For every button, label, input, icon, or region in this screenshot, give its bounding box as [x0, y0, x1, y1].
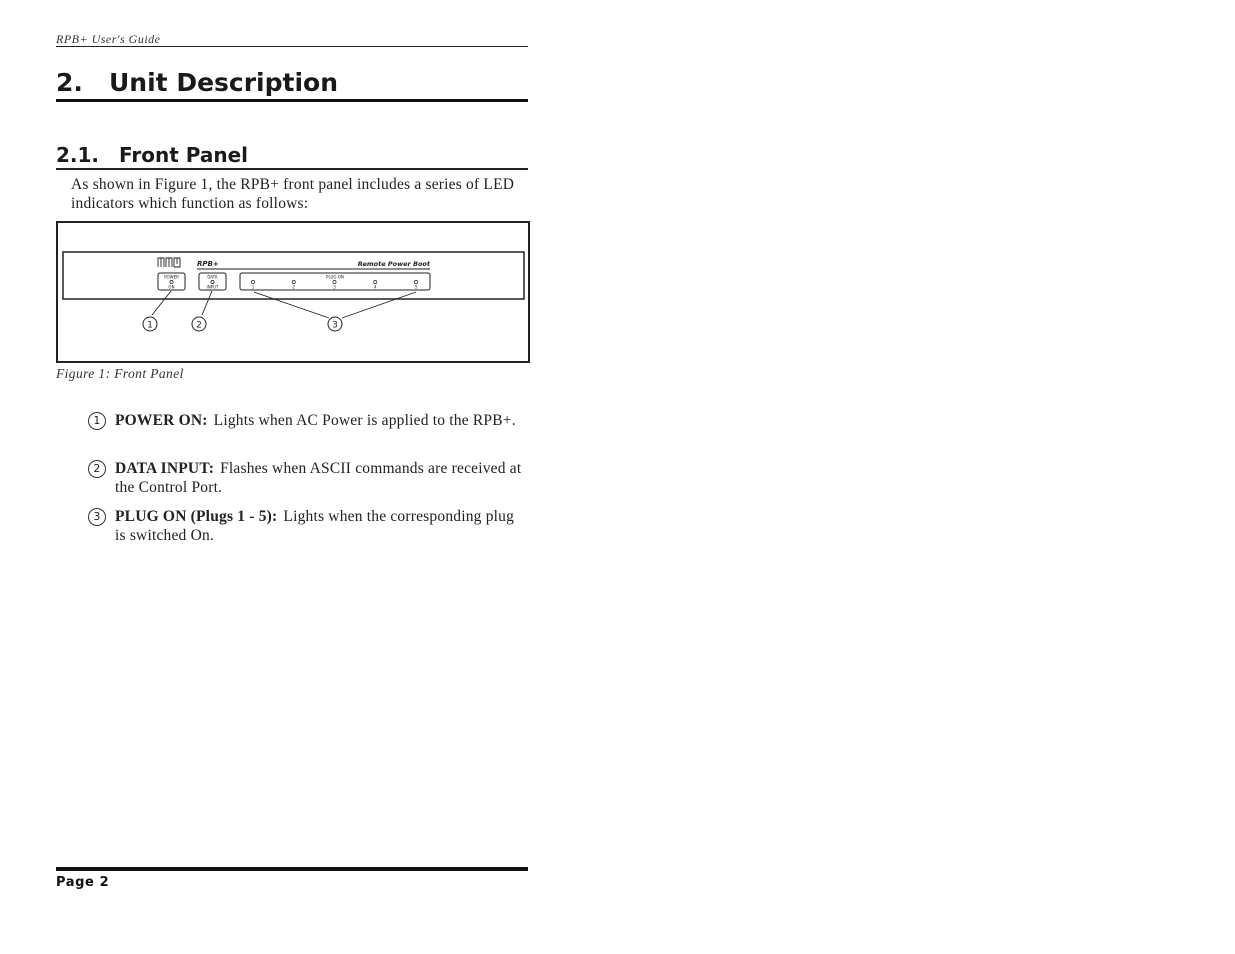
- power-label-2: ON: [168, 284, 175, 290]
- plug-number: 5: [414, 284, 418, 290]
- section-title: Front Panel: [119, 143, 249, 167]
- front-panel-figure: [56, 221, 530, 363]
- callout-leaders: [152, 291, 416, 318]
- brand-logo-icon: [158, 258, 180, 267]
- item-2-marker-icon: 2: [88, 460, 106, 478]
- plug-led-icon: [414, 280, 417, 283]
- plug-group-label: PLUG ON: [326, 274, 344, 280]
- power-led-icon: [170, 280, 173, 283]
- callout-3-icon: [328, 317, 342, 331]
- section-number: 2.1.: [56, 143, 100, 167]
- svg-text:2: 2: [196, 320, 202, 331]
- data-label-1: DATA: [207, 274, 218, 280]
- panel-name-text: Remote Power Boot: [357, 260, 430, 268]
- figure-caption: Figure 1: Front Panel: [56, 366, 184, 381]
- item-description: Flashes when ASCII commands are received at the Control Port.: [115, 460, 522, 496]
- panel-logo-text: RPB+: [197, 260, 219, 268]
- item-description: Lights when the corresponding plug is switched On.: [115, 508, 515, 544]
- data-label-2: INPUT: [206, 284, 219, 290]
- plug-led-icon: [374, 280, 377, 283]
- plug-number: 4: [373, 284, 377, 290]
- plug-number: 1: [251, 284, 255, 290]
- chapter-title: Unit Description: [109, 68, 339, 97]
- item-term: POWER ON:: [115, 412, 208, 429]
- callout-2-icon: [192, 317, 206, 331]
- item-description: Lights when AC Power is applied to the RPB+.: [213, 412, 516, 429]
- section-heading: [56, 143, 248, 167]
- panel-outline: [63, 252, 524, 299]
- item-1-marker-icon: 1: [88, 412, 106, 430]
- svg-text:3: 3: [332, 320, 338, 331]
- front-panel-drawing: [58, 223, 528, 361]
- power-label-1: POWER: [164, 274, 179, 280]
- chapter-heading: [56, 68, 338, 97]
- item-3-marker-icon: 3: [88, 508, 106, 526]
- svg-text:1: 1: [147, 320, 153, 331]
- running-header: RPB+ User's Guide: [56, 32, 161, 46]
- plug-led-icon: [292, 280, 295, 283]
- item-term: DATA INPUT:: [115, 460, 215, 477]
- list-item: [88, 460, 528, 497]
- plug-number: 3: [333, 284, 336, 290]
- plug-led-icon: [251, 280, 254, 283]
- page-number: Page 2: [56, 875, 110, 890]
- chapter-rule: [56, 99, 528, 102]
- list-item: [88, 412, 528, 431]
- footer-rule: [56, 867, 528, 871]
- plug-leds: [251, 280, 417, 289]
- item-term: PLUG ON (Plugs 1 - 5):: [115, 508, 278, 525]
- intro-paragraph: As shown in Figure 1, the RPB+ front panel includes a series of LED indicators which function as follows:: [71, 176, 515, 212]
- section-rule: [56, 168, 528, 170]
- list-item: [88, 508, 528, 545]
- plug-number: 2: [292, 284, 296, 290]
- callout-1-icon: [143, 317, 157, 331]
- plug-led-icon: [333, 280, 336, 283]
- data-led-icon: [211, 280, 214, 283]
- chapter-number: 2.: [56, 68, 83, 97]
- header-rule: [56, 46, 528, 47]
